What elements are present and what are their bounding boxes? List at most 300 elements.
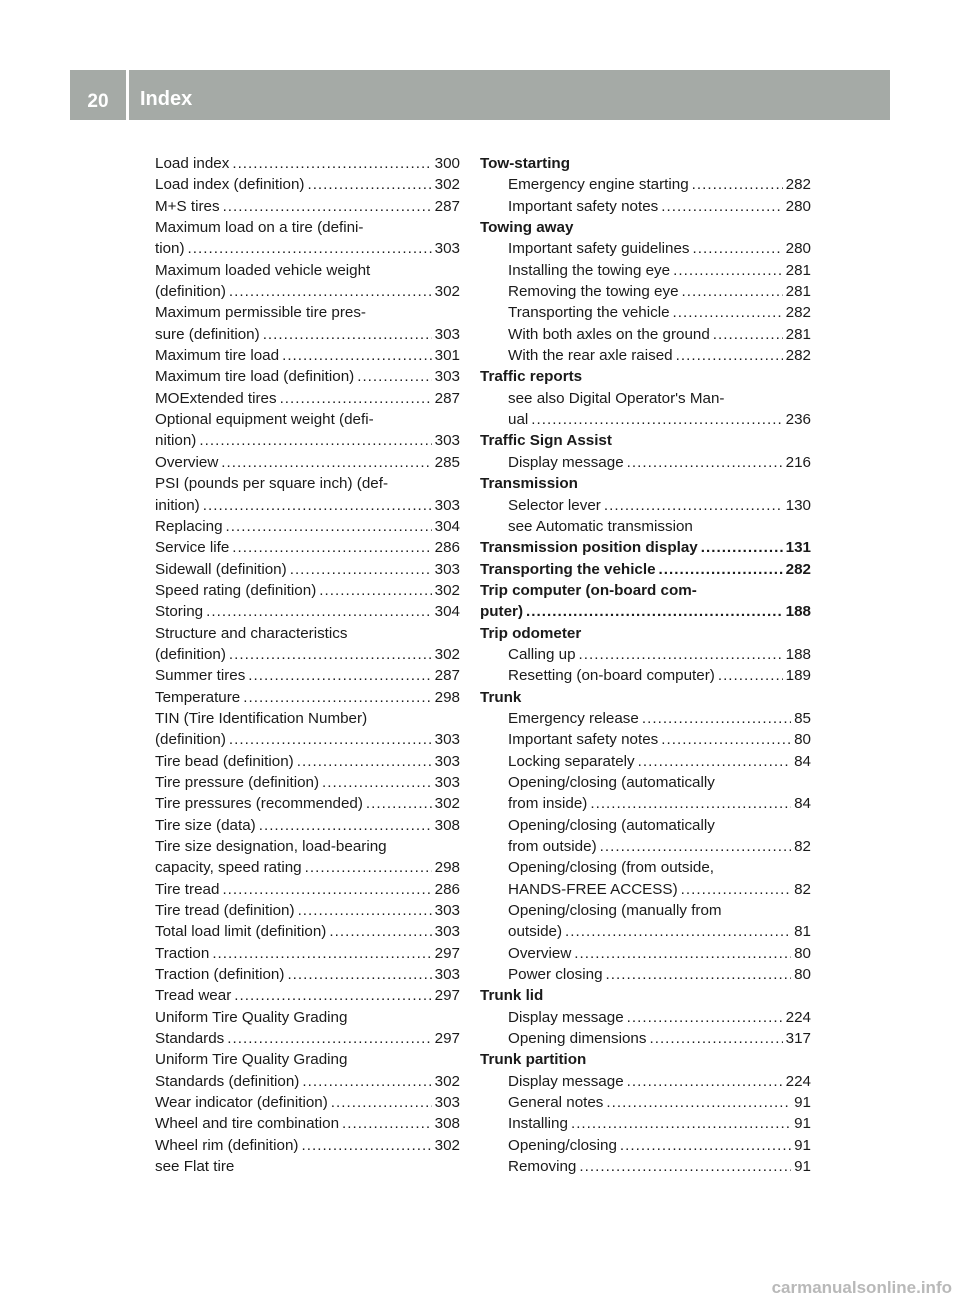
index-subentry[interactable]: [480, 1156, 811, 1177]
index-subentry-text: Resetting (on-board computer): [508, 667, 715, 685]
leader-dots: [366, 793, 432, 814]
index-subentry-text: Removing the towing eye: [508, 283, 679, 301]
index-entry[interactable]: [155, 217, 460, 260]
index-heading: Traffic Sign Assist: [480, 432, 612, 450]
leader-dots: [606, 1092, 791, 1113]
index-subentry-text: see also Digital Operator's Man-: [508, 389, 725, 407]
index-entry-row: [155, 559, 460, 580]
page-reference: 303: [434, 923, 460, 941]
index-entry[interactable]: [155, 559, 460, 580]
index-subentry[interactable]: [480, 1007, 811, 1028]
index-entry-row: [155, 537, 460, 558]
leader-dots: [579, 644, 783, 665]
leader-dots: [305, 857, 432, 878]
index-subentry[interactable]: [480, 174, 811, 195]
leader-dots: [227, 1028, 431, 1049]
index-heading: Trunk lid: [480, 987, 544, 1005]
index-entry-text: Uniform Tire Quality Grading: [155, 1008, 348, 1026]
index-subentry[interactable]: [480, 281, 811, 302]
page-reference: 303: [434, 240, 460, 258]
index-subentry-text: Opening/closing (manually from: [508, 902, 722, 920]
index-subentry-row: [480, 452, 811, 473]
index-subentry-text: With the rear axle raised: [508, 347, 673, 365]
page-reference: 131: [785, 539, 811, 557]
index-entry-row: [155, 815, 460, 836]
index-entry-row: [155, 1113, 460, 1134]
leader-dots: [531, 409, 782, 430]
page-reference: 303: [434, 752, 460, 770]
index-subentry-text: Power closing: [508, 966, 603, 984]
page-reference: 308: [434, 816, 460, 834]
leader-dots: [600, 836, 791, 857]
index-entry-row: [155, 516, 460, 537]
leader-dots: [574, 943, 791, 964]
index-entry-text: Replacing: [155, 517, 223, 535]
index-subentry[interactable]: [480, 260, 811, 281]
index-entry-row: [155, 879, 460, 900]
index-entry[interactable]: [155, 921, 460, 942]
index-heading[interactable]: Trip computer (on-board com-: [480, 581, 697, 599]
leader-dots: [642, 708, 791, 729]
index-entry-text: M+S tires: [155, 197, 220, 215]
leader-dots: [280, 388, 432, 409]
index-subentry-row: [480, 943, 811, 964]
header-bar: [70, 70, 890, 120]
index-subentry-text: Opening/closing: [508, 1136, 617, 1154]
page-reference: 302: [434, 176, 460, 194]
page-reference: 281: [785, 261, 811, 279]
index-entry[interactable]: [155, 1049, 460, 1092]
leader-dots: [701, 537, 783, 558]
index-entry[interactable]: [155, 366, 460, 387]
page-reference: 216: [785, 453, 811, 471]
page-reference: 303: [434, 496, 460, 514]
index-entry[interactable]: [155, 751, 460, 772]
index-entry-text: see Flat tire: [155, 1158, 235, 1176]
index-subentry-row: [480, 729, 811, 750]
page-reference: 300: [434, 155, 460, 172]
index-subentry-text: Selector lever: [508, 496, 601, 514]
index-entry[interactable]: [155, 516, 460, 537]
index-entry[interactable]: [155, 687, 460, 708]
index-subentry-text: Opening/closing (from outside,: [508, 859, 714, 877]
page-reference: 81: [794, 923, 811, 941]
page-reference: 84: [794, 752, 811, 770]
index-group: [480, 1049, 811, 1070]
page-reference: 304: [434, 517, 460, 535]
index-subentry-text: Important safety notes: [508, 731, 659, 749]
page-reference: 303: [434, 325, 460, 343]
index-subentry-row: [480, 751, 811, 772]
page-reference: 188: [785, 645, 811, 663]
index-subentry-row: [480, 260, 811, 281]
index-subentry-cont-row: [480, 409, 811, 430]
index-entry[interactable]: [155, 793, 460, 814]
page-reference: 303: [434, 1094, 460, 1112]
index-subentry[interactable]: [480, 857, 811, 900]
index-entry[interactable]: [155, 879, 460, 900]
page-reference: 224: [785, 1008, 811, 1026]
index-heading: Tow-starting: [480, 155, 570, 172]
index-subentry[interactable]: [480, 196, 811, 217]
index-subentry[interactable]: [480, 708, 811, 729]
index-entry[interactable]: [155, 900, 460, 921]
index-heading: Towing away: [480, 219, 574, 237]
index-group: [480, 366, 811, 387]
leader-dots: [232, 537, 431, 558]
page-reference: 224: [785, 1072, 811, 1090]
index-entry[interactable]: [155, 537, 460, 558]
leader-dots: [620, 1135, 791, 1156]
leader-dots: [693, 238, 783, 259]
index-entry[interactable]: [155, 985, 460, 1006]
index-entry-text: MOExtended tires: [155, 389, 277, 407]
leader-dots: [206, 601, 432, 622]
page-reference: 302: [434, 283, 460, 301]
index-subentry[interactable]: [480, 345, 811, 366]
index-subentry-text: Display message: [508, 453, 624, 471]
leader-dots: [692, 174, 783, 195]
page-reference: 282: [785, 176, 811, 194]
leader-dots: [661, 729, 791, 750]
leader-dots: [329, 921, 431, 942]
index-entry-text: Load index: [155, 155, 230, 172]
index-entry[interactable]: [155, 196, 460, 217]
index-subentry[interactable]: [480, 495, 811, 516]
leader-dots: [232, 153, 431, 174]
page-reference: 297: [434, 1030, 460, 1048]
index-subentry[interactable]: [480, 324, 811, 345]
index-subentry[interactable]: [480, 772, 811, 815]
index-entry[interactable]: [155, 409, 460, 452]
index-subentry[interactable]: [480, 729, 811, 750]
index-entry-text: Tire tread (definition): [155, 902, 295, 920]
index-entry-cont-text: Standards: [155, 1030, 225, 1048]
page-reference: 303: [434, 368, 460, 386]
index-entry[interactable]: [155, 1113, 460, 1134]
index-entry[interactable]: [155, 388, 460, 409]
leader-dots: [229, 644, 432, 665]
index-entry-cont-text: inition): [155, 496, 200, 514]
page-reference: 303: [434, 966, 460, 984]
page-reference: 91: [794, 1158, 811, 1176]
index-entry-text: Tread wear: [155, 987, 232, 1005]
index-group: [480, 537, 811, 558]
page-reference: 236: [785, 411, 811, 429]
index-subentry-row: [480, 644, 811, 665]
leader-dots: [263, 324, 432, 345]
index-subentry-row: [480, 238, 811, 259]
leader-dots: [290, 559, 432, 580]
leader-dots: [199, 430, 431, 451]
page-reference: 303: [434, 432, 460, 450]
index-subentry[interactable]: [480, 751, 811, 772]
index-entry[interactable]: [155, 473, 460, 516]
leader-dots: [234, 985, 431, 1006]
index-subentry[interactable]: [480, 452, 811, 473]
page-reference: 82: [794, 838, 811, 855]
leader-dots: [681, 879, 791, 900]
index-entry[interactable]: [155, 302, 460, 345]
index-entry[interactable]: [155, 1092, 460, 1113]
index-entry-text: Maximum tire load (definition): [155, 368, 355, 386]
page-reference: 80: [794, 966, 811, 984]
page-reference: 287: [434, 667, 460, 685]
index-entry-cont-row: [155, 238, 460, 259]
index-subentry-text: With both axles on the ground: [508, 325, 710, 343]
index-subentry-text: General notes: [508, 1094, 604, 1112]
index-entry-cont-row: [155, 729, 460, 750]
index-subentry[interactable]: [480, 388, 811, 431]
index-entry-row: [155, 388, 460, 409]
index-subentry-text: Installing: [508, 1115, 568, 1133]
index-entry[interactable]: [155, 708, 460, 751]
index-subentry[interactable]: [480, 900, 811, 943]
leader-dots: [571, 1113, 791, 1134]
leader-dots: [357, 366, 431, 387]
index-group: [480, 580, 811, 623]
index-entry-text: Maximum permissible tire pres-: [155, 304, 366, 322]
index-subentry-row: [480, 1071, 811, 1092]
index-heading-text: Transmission position display: [480, 539, 698, 557]
page-reference: 298: [434, 859, 460, 877]
index-entry-text: Optional equipment weight (defi-: [155, 411, 374, 429]
index-subentry-row: [480, 1007, 811, 1028]
index-group: [480, 559, 811, 580]
index-entry-cont-row: [155, 1028, 460, 1049]
page-reference: 303: [434, 902, 460, 920]
index-heading: Trunk partition: [480, 1051, 587, 1069]
index-entry-text: Traction (definition): [155, 966, 285, 984]
leader-dots: [282, 345, 432, 366]
index-subentry[interactable]: [480, 302, 811, 323]
page-reference: 298: [434, 688, 460, 706]
page-reference: 281: [785, 283, 811, 301]
leader-dots: [226, 516, 432, 537]
index-subentry[interactable]: [480, 238, 811, 259]
index-entry-text: Overview: [155, 453, 219, 471]
index-entry-row: [155, 985, 460, 1006]
page-reference: 317: [785, 1030, 811, 1048]
index-entry-row: [155, 687, 460, 708]
index-entry[interactable]: [155, 1156, 460, 1177]
index-subentry-row: [480, 324, 811, 345]
index-entry[interactable]: [155, 1135, 460, 1156]
index-subentry[interactable]: [480, 1028, 811, 1049]
index-entry-row: [155, 196, 460, 217]
leader-dots: [676, 345, 783, 366]
index-subentry[interactable]: [480, 815, 811, 858]
leader-dots: [713, 324, 783, 345]
page-reference: 282: [785, 347, 811, 365]
page-reference: 82: [794, 880, 811, 898]
index-group: [480, 623, 811, 644]
index-subentry-row: [480, 281, 811, 302]
index-subentry-cont-text: HANDS-FREE ACCESS): [508, 880, 678, 898]
page-reference: 91: [794, 1136, 811, 1154]
leader-dots: [298, 900, 432, 921]
leader-dots: [627, 1071, 783, 1092]
index-entry[interactable]: [155, 174, 460, 195]
leader-dots: [565, 921, 791, 942]
page-reference: 302: [434, 645, 460, 663]
index-heading: Trip odometer: [480, 624, 582, 642]
index-subentry-text: see Automatic transmission: [508, 517, 693, 535]
index-entry-row: [155, 793, 460, 814]
index-entry-row: [155, 601, 460, 622]
index-entry[interactable]: [155, 772, 460, 793]
page-reference: 84: [794, 795, 811, 813]
index-entry[interactable]: [155, 580, 460, 601]
page-reference: 285: [434, 453, 460, 471]
leader-dots: [229, 281, 432, 302]
index-entry[interactable]: [155, 836, 460, 879]
index-subentry[interactable]: [480, 1113, 811, 1134]
index-subentry-cont-text: from inside): [508, 795, 588, 813]
index-subentry-text: Opening/closing (automatically: [508, 816, 715, 834]
index-entry-text: Tire size (data): [155, 816, 256, 834]
index-subentry[interactable]: [480, 1092, 811, 1113]
index-entry-text: Maximum load on a tire (defini-: [155, 219, 364, 237]
index-heading: Traffic reports: [480, 368, 583, 386]
index-subentry-text: Emergency release: [508, 709, 639, 727]
index-subentry-cont-text: from outside): [508, 838, 597, 855]
index-entry-text: Tire bead (definition): [155, 752, 294, 770]
index-subentry[interactable]: [480, 1071, 811, 1092]
index-entry-cont-row: [155, 324, 460, 345]
index-entry[interactable]: [155, 601, 460, 622]
page-number: 20: [87, 91, 109, 112]
leader-dots: [223, 196, 432, 217]
index-heading-row: [480, 537, 811, 558]
index-subentry-text: Locking separately: [508, 752, 635, 770]
index-group: [480, 473, 811, 494]
page-reference: 302: [434, 1136, 460, 1154]
index-entry-row: [155, 345, 460, 366]
index-heading: Trunk: [480, 688, 522, 706]
index-column-left: [155, 153, 460, 1178]
index-subentry-row: [480, 964, 811, 985]
leader-dots: [302, 1071, 431, 1092]
index-entry-cont-text: (definition): [155, 283, 226, 301]
index-subentry-row: [480, 1135, 811, 1156]
index-subentry-cont-text: outside): [508, 923, 563, 941]
leader-dots: [661, 196, 782, 217]
leader-dots: [212, 943, 431, 964]
leader-dots: [606, 964, 792, 985]
index-entry-text: Tire pressure (definition): [155, 773, 320, 791]
index-group: [480, 687, 811, 708]
leader-dots: [203, 495, 432, 516]
page-reference: 287: [434, 197, 460, 215]
index-subentry-row: [480, 302, 811, 323]
page-reference: 189: [785, 667, 811, 685]
index-entry-row: [155, 1092, 460, 1113]
index-entry-row: [155, 751, 460, 772]
index-entry-text: Tire pressures (recommended): [155, 795, 363, 813]
index-subentry-row: [480, 1092, 811, 1113]
index-entry-cont-text: capacity, speed rating: [155, 859, 302, 877]
index-entry-cont-row: [155, 281, 460, 302]
page-reference: 91: [794, 1115, 811, 1133]
index-entry[interactable]: [155, 623, 460, 666]
index-entry-text: Service life: [155, 539, 230, 557]
index-entry-cont-row: [155, 857, 460, 878]
index-group: [480, 153, 811, 174]
index-subentry[interactable]: [480, 665, 811, 686]
page-reference: 297: [434, 987, 460, 1005]
index-subentry-text: Calling up: [508, 645, 576, 663]
index-subentry-text: Removing: [508, 1158, 577, 1176]
index-entry[interactable]: [155, 345, 460, 366]
index-subentry[interactable]: [480, 1135, 811, 1156]
index-entry-row: [155, 665, 460, 686]
index-group: [480, 430, 811, 451]
page-reference: 281: [785, 325, 811, 343]
index-entry-row: [155, 452, 460, 473]
page-reference: 282: [785, 560, 811, 578]
leader-dots: [638, 751, 791, 772]
index-entry-row: [155, 153, 460, 174]
index-entry[interactable]: [155, 260, 460, 303]
index-subentry[interactable]: [480, 644, 811, 665]
leader-dots: [604, 495, 783, 516]
index-subentry-text: Opening dimensions: [508, 1030, 647, 1048]
index-subentry-cont-row: [480, 793, 811, 814]
index-entry[interactable]: [155, 815, 460, 836]
leader-dots: [222, 879, 431, 900]
index-entry-cont-text: sure (definition): [155, 325, 260, 343]
leader-dots: [627, 452, 783, 473]
page-reference: 280: [785, 240, 811, 258]
page-reference: 308: [434, 1115, 460, 1133]
page-reference: 286: [434, 880, 460, 898]
page-reference: 303: [434, 560, 460, 578]
index-subentry-text: Opening/closing (automatically: [508, 773, 715, 791]
index-entry-row: [155, 943, 460, 964]
index-entry-cont-text: tion): [155, 240, 185, 258]
index-subentry[interactable]: [480, 943, 811, 964]
index-subentry-cont-row: [480, 921, 811, 942]
index-entry-text: Traction: [155, 944, 210, 962]
index-entry-cont-text: Standards (definition): [155, 1072, 300, 1090]
leader-dots: [243, 687, 431, 708]
header-divider: [126, 70, 129, 120]
index-subentry[interactable]: [480, 964, 811, 985]
index-entry[interactable]: [155, 153, 460, 174]
index-subentry-cont-text: ual: [508, 411, 529, 429]
page-reference: 303: [434, 731, 460, 749]
index-entry[interactable]: [155, 665, 460, 686]
index-subentry[interactable]: [480, 516, 811, 537]
index-entry[interactable]: [155, 452, 460, 473]
index-entry[interactable]: [155, 964, 460, 985]
leader-dots: [627, 1007, 783, 1028]
index-entry-row: [155, 900, 460, 921]
section-title: Index: [140, 88, 193, 110]
leader-dots: [673, 302, 783, 323]
index-subentry-text: Important safety notes: [508, 197, 659, 215]
leader-dots: [526, 601, 783, 622]
index-entry-text: Load index (definition): [155, 176, 305, 194]
leader-dots: [649, 1028, 782, 1049]
leader-dots: [659, 559, 783, 580]
index-entry[interactable]: [155, 943, 460, 964]
index-entry[interactable]: [155, 1007, 460, 1050]
leader-dots: [342, 1113, 432, 1134]
index-entry-row: [155, 964, 460, 985]
index-heading-cont-text: puter): [480, 603, 524, 621]
